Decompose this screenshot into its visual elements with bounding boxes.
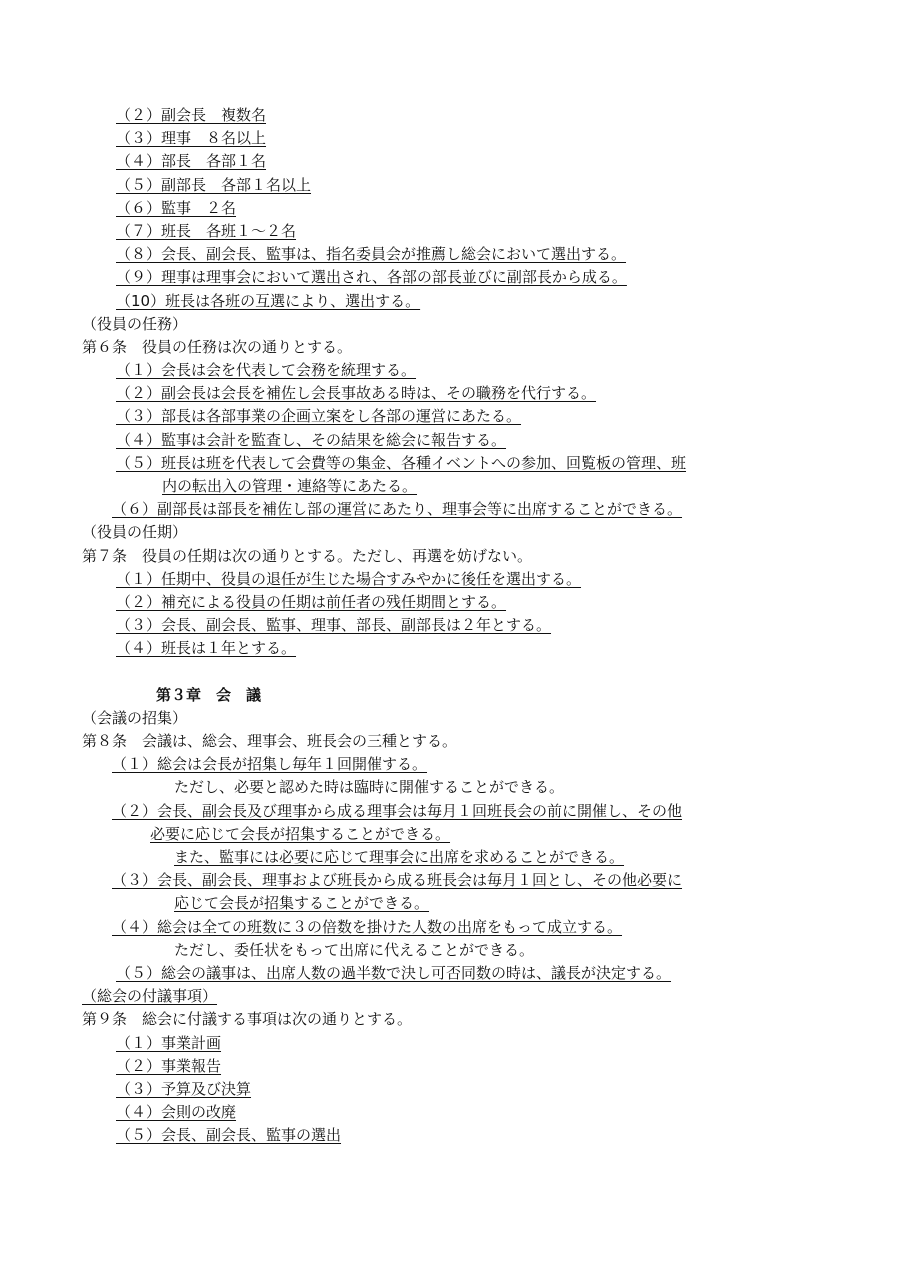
line-text: また、監事には必要に応じて理事会に出席を求めることができる。 xyxy=(174,848,625,866)
document-line xyxy=(0,846,904,869)
line-text: （２）副会長は会長を補佐し会長事故ある時は、その職務を代行する。 xyxy=(116,384,597,403)
line-text: （２）事業報告 xyxy=(116,1056,222,1075)
line-text: 第３章 会 議 xyxy=(156,685,262,704)
document-line xyxy=(0,1078,904,1101)
line-text: （会議の招集） xyxy=(82,708,188,727)
document-line xyxy=(0,290,904,313)
document-line xyxy=(0,313,904,336)
line-text: （１）総会は会長が招集し毎年１回開催する。 xyxy=(112,755,428,774)
line-text: （４）監事は会計を監査し、その結果を総会に報告する。 xyxy=(116,430,507,449)
line-text: （６）監事 ２名 xyxy=(116,198,237,217)
document-body xyxy=(0,104,904,1147)
document-line xyxy=(0,985,904,1008)
line-text: （９）理事は理事会において選出され、各部の部長並びに副部長から成る。 xyxy=(116,268,627,287)
line-text: （５）総会の議事は、出席人数の過半数で決し可否同数の時は、議長が決定する。 xyxy=(116,963,672,982)
document-line xyxy=(0,104,904,127)
line-text: （７）班長 各班１～２名 xyxy=(116,221,297,240)
line-text: （４）部長 各部１名 xyxy=(116,152,267,171)
blank-line xyxy=(0,661,904,684)
line-text: （３）会長、副会長、監事、理事、部長、副部長は２年とする。 xyxy=(116,616,552,635)
document-line xyxy=(0,892,904,915)
document-line xyxy=(0,475,904,498)
line-text: 応じて会長が招集することができる。 xyxy=(174,894,430,913)
document-line xyxy=(0,753,904,776)
document-line xyxy=(0,614,904,637)
line-text: 第９条 総会に付議する事項は次の通りとする。 xyxy=(82,1010,413,1029)
line-text: 必要に応じて会長が招集することができる。 xyxy=(150,824,451,843)
line-text: ただし、必要と認めた時は臨時に開催することができる。 xyxy=(174,778,565,797)
document-line xyxy=(0,452,904,475)
document-line xyxy=(0,869,904,892)
line-text: （２）副会長 複数名 xyxy=(116,106,267,124)
document-line xyxy=(0,359,904,382)
line-text: 第６条 役員の任務は次の通りとする。 xyxy=(82,337,353,356)
line-text: （６）副部長は部長を補佐し部の運営にあたり、理事会等に出席することができる。 xyxy=(112,500,683,519)
document-line xyxy=(0,591,904,614)
line-text: （10）班長は各班の互選により、選出する。 xyxy=(116,291,421,310)
line-text: （４）会則の改廃 xyxy=(116,1103,237,1122)
document-line xyxy=(0,336,904,359)
line-text: （３）会長、副会長、理事および班長から成る班長会は毎月１回とし、その他必要に xyxy=(112,871,683,890)
line-text: （１）事業計画 xyxy=(116,1033,222,1052)
document-line xyxy=(0,962,904,985)
document-line xyxy=(0,1055,904,1078)
document-line xyxy=(0,429,904,452)
line-text: （３）部長は各部事業の企画立案をし各部の運営にあたる。 xyxy=(116,407,522,426)
document-line xyxy=(0,1124,904,1147)
document-line xyxy=(0,266,904,289)
line-text: （総会の付議事項） xyxy=(82,987,218,1006)
document-line xyxy=(0,568,904,591)
line-text: （役員の任期） xyxy=(82,523,188,542)
line-text: （２）補充による役員の任期は前任者の残任期間とする。 xyxy=(116,592,507,611)
line-text: （役員の任務） xyxy=(82,314,188,333)
document-line xyxy=(0,800,904,823)
document-line xyxy=(0,776,904,799)
line-text: （８）会長、副会長、監事は、指名委員会が推薦し総会において選出する。 xyxy=(116,245,627,264)
document-line xyxy=(0,730,904,753)
line-text: ただし、委任状をもって出席に代えることができる。 xyxy=(174,940,535,959)
line-text: 内の転出入の管理・連絡等にあたる。 xyxy=(162,477,418,495)
document-line xyxy=(0,127,904,150)
line-text: （３）予算及び決算 xyxy=(116,1079,252,1098)
document-line xyxy=(0,150,904,173)
chapter-heading xyxy=(0,684,904,707)
line-text: 第７条 役員の任期は次の通りとする。ただし、再選を妨げない。 xyxy=(82,546,533,565)
document-line xyxy=(0,220,904,243)
document-line xyxy=(0,243,904,266)
document-line xyxy=(0,1008,904,1031)
line-text: （５）副部長 各部１名以上 xyxy=(116,175,312,194)
document-line xyxy=(0,1101,904,1124)
document-line xyxy=(0,916,904,939)
document-line xyxy=(0,939,904,962)
document-line xyxy=(0,174,904,197)
document-line xyxy=(0,382,904,405)
document-line xyxy=(0,521,904,544)
line-text: （５）班長は班を代表して会費等の集金、各種イベントへの参加、回覧板の管理、班 xyxy=(116,453,687,472)
line-text: 第８条 会議は、総会、理事会、班長会の三種とする。 xyxy=(82,732,458,751)
line-text: （４）総会は全ての班数に３の倍数を掛けた人数の出席をもって成立する。 xyxy=(112,917,623,936)
document-line xyxy=(0,197,904,220)
line-text: （１）任期中、役員の退任が生じた場合すみやかに後任を選出する。 xyxy=(116,569,582,588)
line-text: （５）会長、副会長、監事の選出 xyxy=(116,1126,342,1145)
line-text: （１）会長は会を代表して会務を統理する。 xyxy=(116,361,417,380)
line-text: （４）班長は１年とする。 xyxy=(116,639,297,658)
document-line xyxy=(0,823,904,846)
document-line xyxy=(0,545,904,568)
document-line xyxy=(0,637,904,660)
document-line xyxy=(0,1032,904,1055)
line-text: （３）理事 ８名以上 xyxy=(116,129,267,148)
line-text: （２）会長、副会長及び理事から成る理事会は毎月１回班長会の前に開催し、その他 xyxy=(112,801,683,820)
document-line xyxy=(0,405,904,428)
document-line xyxy=(0,498,904,521)
document-line xyxy=(0,707,904,730)
